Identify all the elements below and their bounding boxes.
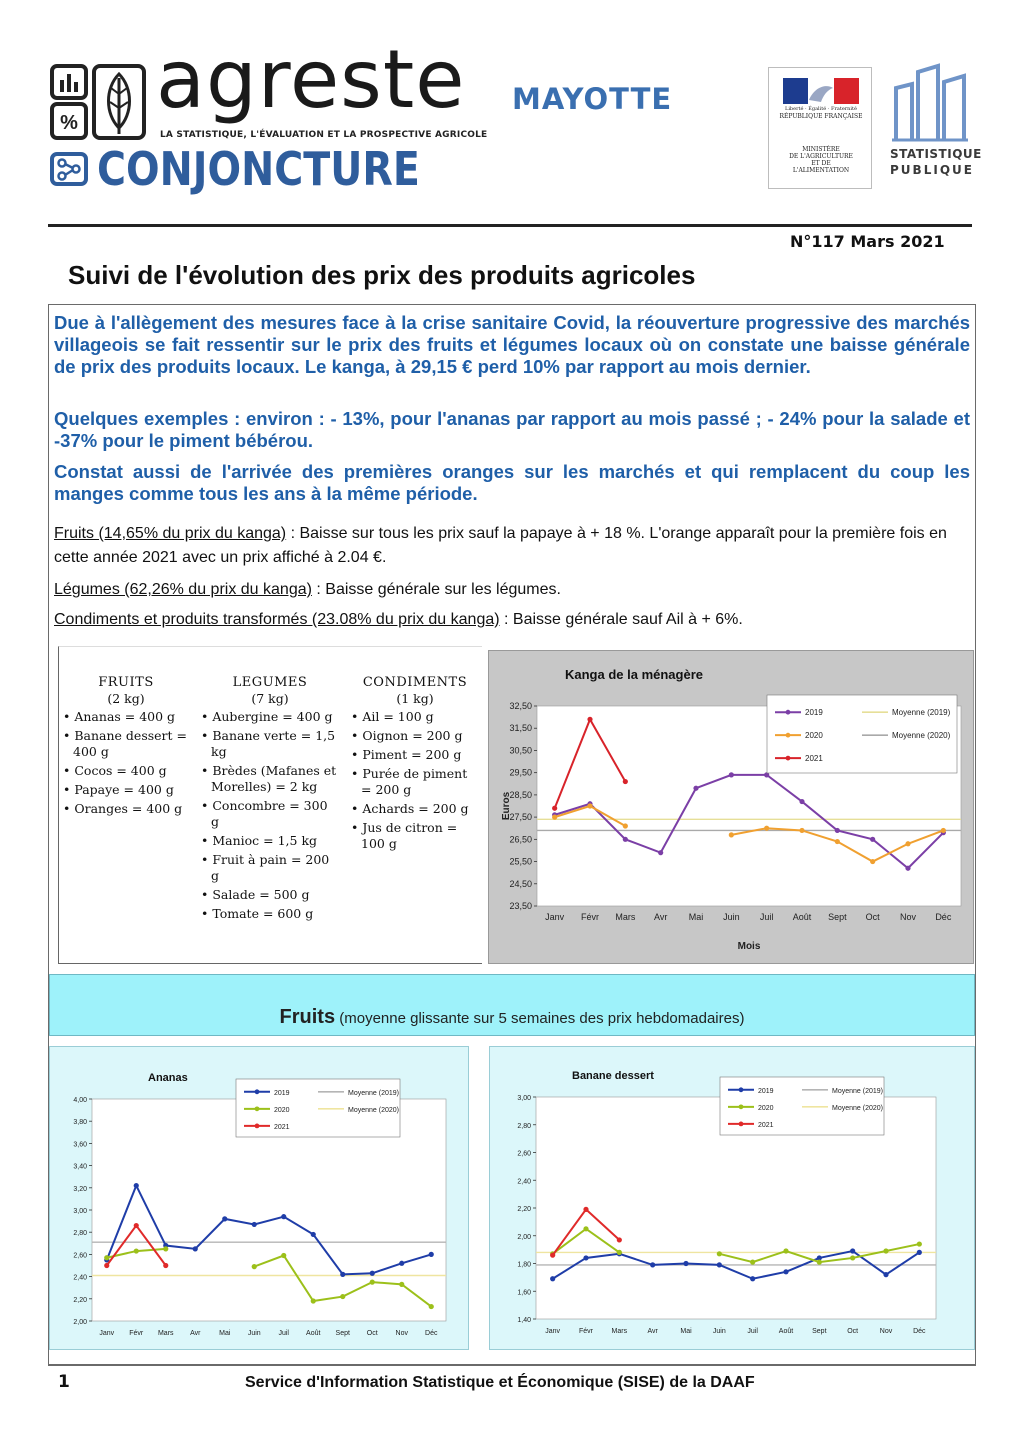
lead-paragraph-3: Constat aussi de l'arrivée des premières oranges sur les marchés et qui remplacent du coup les manges comme tous les ans à la même période. [54,461,970,504]
data-point-2020 [729,832,734,837]
legumes-summary-text: : Baisse générale sur les légumes. [311,581,561,598]
list-item: • Salade = 500 g [201,887,339,903]
y-tick-label: 3,00 [73,1208,87,1215]
data-point-2019 [905,866,910,871]
basket-condiments-weight: (1 kg) [396,691,434,706]
data-point-2020 [617,1250,622,1255]
legend-marker [739,1122,744,1127]
data-point-2020 [311,1298,316,1303]
y-tick-label: 25,50 [509,856,532,867]
y-tick-label: 1,80 [517,1261,531,1269]
agreste-logo-icons [50,62,148,142]
data-point-2020 [717,1251,722,1256]
data-point-2020 [917,1241,922,1246]
data-point-2021 [583,1207,588,1212]
x-tick-label: Nov [395,1330,408,1337]
y-tick-label: 3,20 [73,1185,87,1193]
y-tick-label: 3,00 [517,1095,531,1102]
x-tick-label: Mars [157,1330,174,1337]
series-name: CONJONCTURE [97,142,420,196]
data-point-2020 [883,1248,888,1253]
data-point-2020 [552,815,557,820]
list-item: • Achards = 200 g [351,801,479,817]
data-point-2019 [370,1271,375,1276]
legend-label: 2020 [758,1104,774,1112]
list-item: • Oranges = 400 g [63,801,189,817]
x-tick-label: Août [306,1330,321,1337]
x-tick-label: Déc [935,912,952,922]
brand-tagline: LA STATISTIQUE, L'ÉVALUATION ET LA PROSPECTIVE AGRICOLE [160,130,488,140]
data-point-2020 [587,803,592,808]
data-point-2021 [104,1263,109,1268]
ministry-line-4: L'ALIMENTATION [792,167,850,174]
basket-legumes-weight: (7 kg) [251,691,289,706]
data-point-2019 [883,1272,888,1277]
list-item: • Banane verte = 1,5 kg [201,728,339,760]
legend-label: 2019 [274,1089,290,1097]
x-tick-label: Févr [129,1330,144,1337]
data-point-2021 [623,779,628,784]
condiments-summary-text: : Baisse générale sauf Ail à + 6%. [499,611,743,628]
legumes-summary-label: Légumes (62,26% du prix du kanga) [54,581,312,598]
legend-label: Moyenne (2020) [892,731,951,741]
data-point-2020 [252,1264,257,1269]
lead-paragraph-2: Quelques exemples : environ : - 13%, pour l'ananas par rapport au mois passé ; - 24% pour la salade et -37% pour le piment bébérou. [54,408,970,451]
x-tick-label: Janv [545,1328,561,1335]
chart-title: Kanga de la ménagère [565,667,703,682]
x-tick-label: Sept [812,1328,827,1335]
list-item: • Aubergine = 400 g [201,709,339,725]
data-point-2020 [623,823,628,828]
data-point-2020 [583,1226,588,1231]
list-item: • Concombre = 300 g [201,798,339,830]
y-tick-label: 31,50 [509,723,532,734]
data-point-2020 [750,1260,755,1265]
kanga-chart [489,651,975,965]
x-tick-label: Oct [865,912,880,922]
x-tick-label: Juin [712,1328,726,1335]
legend-marker [739,1104,744,1109]
data-point-2019 [750,1276,755,1281]
condiments-summary-label: Condiments et produits transformés (23.08% du prix du kanga) [54,611,500,628]
legend-marker [255,1089,260,1094]
data-point-2019 [799,799,804,804]
data-point-2019 [550,1276,555,1281]
ministry-logo: Liberté · Égalité · Fraternité RÉPUBLIQUE FRANÇAISE MINISTÈRE DE L'AGRICULTURE ET DE L'ALIMENTATION [768,67,872,189]
legend-marker [255,1106,260,1111]
y-tick-label: 24,50 [509,878,532,889]
chart-title: Banane dessert [572,1070,654,1082]
data-point-2020 [817,1260,822,1265]
data-point-2019 [281,1214,286,1219]
y-tick-label: 29,50 [509,767,532,778]
legend-label: 2019 [758,1087,774,1095]
banane-chart-frame [489,1046,975,1350]
x-tick-label: Mai [688,912,704,922]
y-tick-label: 2,40 [517,1178,531,1186]
x-tick-label: Oct [847,1328,859,1335]
data-point-2019 [658,850,663,855]
x-tick-label: Sept [335,1330,350,1337]
chart-title: Ananas [148,1072,188,1084]
x-tick-label: Mars [611,1328,628,1335]
list-item: • Purée de piment = 200 g [351,766,479,798]
legend-label: 2020 [274,1106,290,1114]
y-tick-label: 2,00 [517,1233,531,1241]
data-point-2019 [222,1216,227,1221]
legend-label: Moyenne (2020) [832,1104,883,1112]
y-tick-label: 30,50 [509,745,532,756]
kanga-basket-composition [58,646,482,964]
data-point-2020 [399,1282,404,1287]
y-tick-label: 3,40 [73,1163,87,1171]
fruits-section-title [49,1006,975,1029]
y-tick-label: 2,60 [517,1150,531,1158]
x-tick-label: Janv [99,1330,115,1337]
x-tick-label: Août [792,912,812,922]
legend-marker [255,1124,260,1129]
list-item: • Tomate = 600 g [201,906,339,922]
legend-marker [739,1087,744,1092]
footer-divider [48,1364,976,1365]
data-point-2019 [729,772,734,777]
page-title: Suivi de l'évolution des prix des produits agricoles [68,260,696,290]
header-divider [48,224,972,227]
data-point-2020 [783,1248,788,1253]
x-tick-label: Janv [545,912,565,922]
fruits-section-bold: Fruits [279,1006,336,1028]
legend-label: Moyenne (2019) [832,1087,883,1095]
basket-fruits-list [63,709,189,817]
x-axis-label: Mois [737,941,761,952]
ministry-line-2: DE L'AGRICULTURE [789,153,853,160]
x-tick-label: Mai [219,1330,231,1337]
y-tick-label: 3,80 [73,1119,87,1127]
basket-fruits-column [63,675,189,820]
list-item: • Ananas = 400 g [63,709,189,725]
list-item: • Cocos = 400 g [63,763,189,779]
legend-label: 2019 [805,708,823,718]
y-tick-label: 2,60 [73,1252,87,1260]
data-point-2021 [552,806,557,811]
y-tick-label: 2,80 [73,1230,87,1238]
data-point-2019 [623,837,628,842]
data-point-2021 [134,1223,139,1228]
data-point-2021 [587,717,592,722]
x-tick-label: Juin [247,1330,261,1337]
legend-label: 2021 [274,1123,290,1131]
data-point-2020 [799,828,804,833]
data-point-2019 [917,1250,922,1255]
data-point-2020 [340,1294,345,1299]
data-point-2021 [550,1253,555,1258]
list-item: • Fruit à pain = 200 g [201,852,339,884]
fruits-summary [54,522,970,570]
list-item: • Banane dessert = 400 g [63,728,189,760]
ananas-chart-frame [49,1046,469,1350]
issue-number: N°117 Mars 2021 [790,232,945,251]
fruits-summary-text: : Baisse sur tous les prix sauf la papaye à + 18 %. L'orange apparaît pour la première fois en cette année 2021 avec un prix affiché à 2.04 €. [54,525,947,566]
footer-text: Service d'Information Statistique et Économique (SISE) de la DAAF [245,1374,755,1391]
x-tick-label: Juil [278,1330,290,1337]
share-icon [50,152,88,186]
legend-label: 2021 [758,1121,774,1129]
legend-label: 2020 [805,731,823,741]
page-number: 1 [58,1372,70,1392]
basket-condiments-list [351,709,479,852]
data-point-2020 [764,826,769,831]
basket-legumes-header: LEGUMES [232,675,308,690]
y-tick-label: 1,60 [517,1289,531,1297]
data-point-2019 [850,1248,855,1253]
data-point-2020 [905,841,910,846]
y-tick-label: 2,80 [517,1122,531,1130]
buildings-icon [890,62,972,144]
y-tick-label: 26,50 [509,834,532,845]
y-tick-label: 4,00 [73,1097,87,1104]
x-tick-label: Févr [581,912,599,922]
data-point-2020 [835,839,840,844]
statistique-publique-label [890,146,982,178]
y-tick-label: 2,20 [517,1206,531,1213]
data-point-2019 [870,837,875,842]
data-point-2020 [163,1246,168,1251]
x-tick-label: Avr [190,1330,201,1337]
legend-marker [786,756,791,761]
legend-label: Moyenne (2019) [348,1089,399,1097]
data-point-2020 [429,1304,434,1309]
x-tick-label: Avr [647,1328,658,1335]
x-tick-label: Nov [899,912,917,922]
brand-name: agreste [156,33,466,126]
data-point-2020 [370,1280,375,1285]
fruits-summary-label: Fruits (14,65% du prix du kanga) [54,525,287,542]
data-point-2020 [134,1248,139,1253]
x-tick-label: Juil [747,1328,758,1335]
republic-label: RÉPUBLIQUE FRANÇAISE [779,113,863,120]
y-tick-label: 23,50 [509,901,532,911]
data-point-2020 [870,859,875,864]
y-tick-label: 1,40 [517,1317,531,1324]
data-point-2019 [583,1255,588,1260]
list-item: • Oignon = 200 g [351,728,479,744]
x-tick-label: Nov [879,1328,893,1335]
basket-condiments-column [351,675,479,855]
data-point-2020 [104,1255,109,1260]
data-point-2019 [650,1262,655,1267]
basket-legumes-column [201,675,339,925]
x-tick-label: Sept [828,912,847,922]
y-axis-label: Euros [501,791,512,821]
data-point-2019 [429,1252,434,1257]
data-point-2019 [717,1262,722,1267]
basket-legumes-list [201,709,339,922]
kanga-chart-frame [488,650,974,964]
y-tick-label: 27,50 [509,812,532,823]
list-item: • Piment = 200 g [351,747,479,763]
basket-fruits-header: FRUITS [98,675,154,690]
stat-pub-line-2: PUBLIQUE [890,163,974,177]
legend-label: 2021 [805,754,823,764]
x-tick-label: Mars [615,912,636,922]
x-tick-label: Oct [366,1330,378,1337]
data-point-2019 [835,828,840,833]
svg-text:%: % [60,112,78,134]
list-item: • Jus de citron = 100 g [351,820,479,852]
data-point-2021 [163,1263,168,1268]
data-point-2019 [134,1183,139,1188]
data-point-2020 [281,1253,286,1258]
list-item: • Papaye = 400 g [63,782,189,798]
y-tick-label: 28,50 [509,789,532,800]
x-tick-label: Déc [425,1330,438,1337]
data-point-2019 [693,786,698,791]
x-tick-label: Déc [913,1328,926,1335]
x-tick-label: Mai [680,1328,692,1335]
legend-label: Moyenne (2019) [892,708,951,718]
legend-marker [786,733,791,738]
y-tick-label: 2,20 [73,1296,87,1304]
basket-condiments-header: CONDIMENTS [362,675,468,690]
data-point-2019 [193,1246,198,1251]
list-item: • Ail = 100 g [351,709,479,725]
basket-fruits-weight: (2 kg) [107,691,145,706]
data-point-2020 [850,1255,855,1260]
list-item: • Brèdes (Mafanes et Morelles) = 2 kg [201,763,339,795]
x-tick-label: Févr [579,1328,593,1335]
data-point-2019 [683,1261,688,1266]
list-item: • Manioc = 1,5 kg [201,833,339,849]
y-tick-label: 2,00 [73,1319,87,1326]
y-tick-label: 2,40 [73,1274,87,1282]
legumes-summary [54,578,970,602]
condiments-summary [54,608,970,632]
x-tick-label: Avr [653,912,668,922]
region-label: MAYOTTE [512,82,673,116]
x-tick-label: Août [778,1328,794,1335]
legend-marker [786,710,791,715]
banane-chart [490,1047,976,1351]
data-point-2021 [617,1237,622,1242]
legend-label: Moyenne (2020) [348,1106,399,1114]
y-tick-label: 32,50 [509,701,532,711]
ministry-line-1: MINISTÈRE [802,146,840,153]
data-point-2019 [311,1232,316,1237]
data-point-2019 [252,1222,257,1227]
marianne-flag-icon [783,78,859,104]
data-point-2019 [340,1272,345,1277]
lead-paragraph-1: Due à l'allègement des mesures face à la crise sanitaire Covid, la réouverture progressive des marchés villageois se fait ressentir sur le prix des fruits et légumes locaux où on constate une baisse générale de prix des produits locaux. Le kanga, à 29,15 € perd 10% par rapport au mois dernier. [54,312,970,377]
ministry-line-3: ET DE [811,160,831,167]
y-tick-label: 3,60 [73,1141,87,1149]
stat-pub-line-1: STATISTIQUE [890,147,982,161]
data-point-2019 [399,1261,404,1266]
data-point-2020 [941,828,946,833]
ananas-chart [50,1047,470,1351]
x-tick-label: Juin [723,912,740,922]
x-tick-label: Juil [759,912,774,922]
data-point-2019 [783,1269,788,1274]
fruits-section-subtitle: (moyenne glissante sur 5 semaines des prix hebdomadaires) [335,1010,745,1027]
